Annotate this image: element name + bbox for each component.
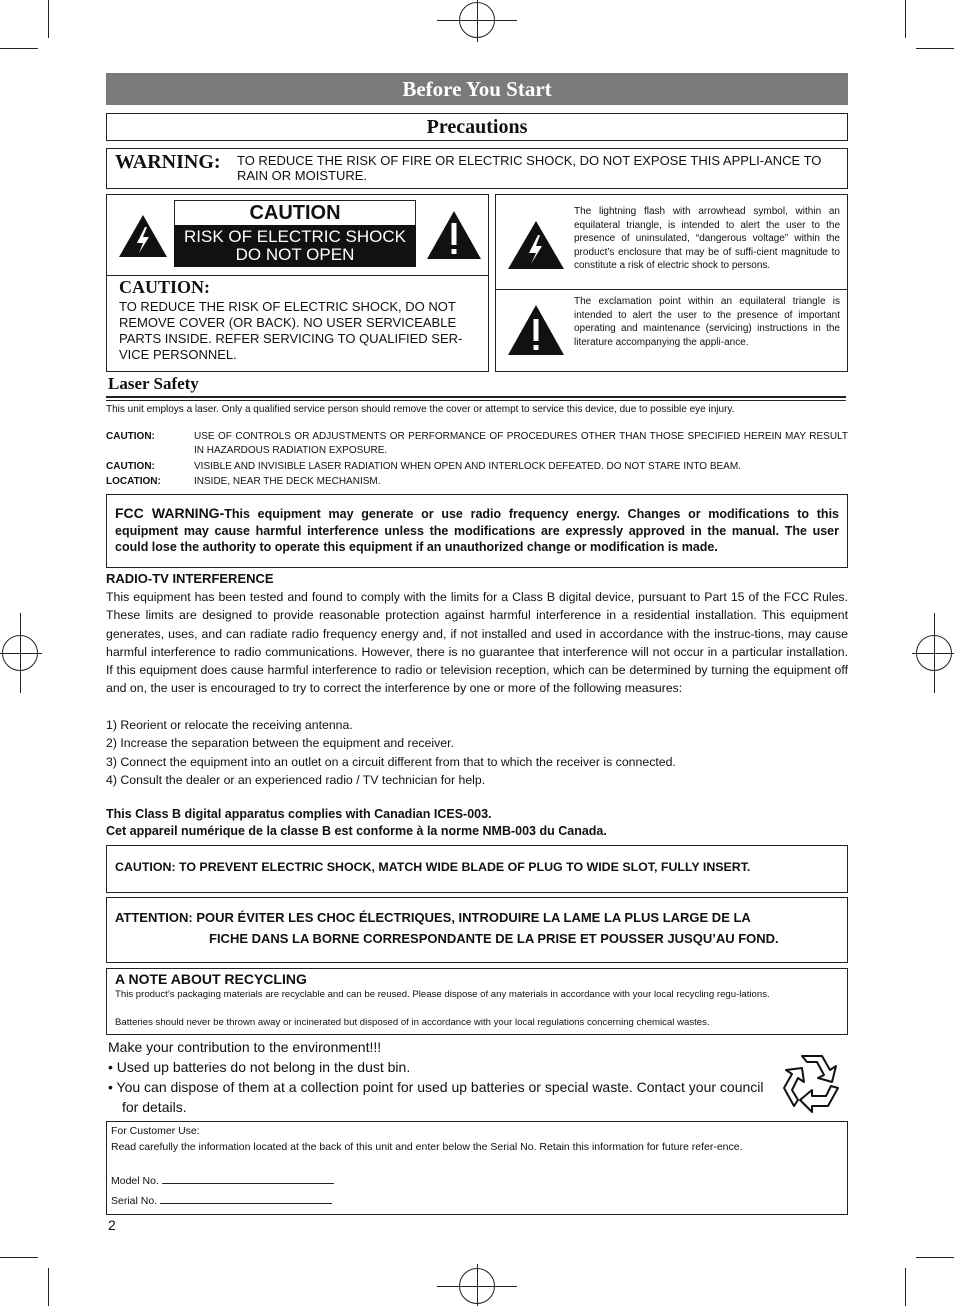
customer-title: For Customer Use: [111,1125,200,1137]
section-banner: Before You Start [106,73,848,105]
laser-caution-row [106,430,848,458]
exclamation-explanation: The exclamation point within an equilateral triangle is intended to alert the user to the presence of important operating and maintenance (servicing) instructions in the literature accompanying the appli-ance. [574,296,840,348]
registration-line [477,0,478,42]
laser-safety-title: Laser Safety [108,374,199,393]
environment-section [108,1037,768,1117]
measures-list [106,716,848,789]
list-item: 4) Consult the dealer or an experienced radio / TV technician for help. [106,772,486,787]
canada-fr: Cet appareil numérique de la classe B est conforme à la norme NMB-003 du Canada. [106,824,607,838]
canada-compliance [106,806,848,840]
recycling-text: Batteries should never be thrown away or incinerated but disposed of in accordance with your local regulations concerning chemical wastes. [115,1017,710,1028]
registration-line [0,653,42,654]
recycling-text: This product’s packaging materials are recyclable and can be reused. Please dispose of any materials in accordance with your local recycling regu-lations. [115,989,770,1000]
caution-body: TO REDUCE THE RISK OF ELECTRIC SHOCK, DO NOT REMOVE COVER (OR BACK). NO USER SERVICEABLE PARTS INSIDE. REFER SERVICING TO QUALIFIED SER-VICE PERSONNEL. [119,299,463,362]
customer-use-box [106,1121,848,1215]
crop-mark [48,0,49,38]
row-value: USE OF CONTROLS OR ADJUSTMENTS OR PERFORMANCE OF PROCEDURES OTHER THAN THOSE SPECIFIED HEREIN MAY RESULT IN HAZARDOUS RADIATION EXPOSURE. [194,431,848,456]
radio-tv-body: This equipment has been tested and found to comply with the limits for a Class B digital device, pursuant to Part 15 of the FCC Rules. These limits are designed to provide reasonable protection against harmful interference in a residential installation. This equipment generates, uses, and can radiate radio frequency energy and, if not installed and used in accordance with the instruc-tions, may cause harmful interference to radio communications. However, there is no guarantee that interference will not occur in a particular installation. If this equipment does cause harmful interference to radio or television reception, which can be determined by turning the equipment off and on, the user is encouraged to try to correct the interference by one or more of the following measures: [106,590,848,696]
attention-text: ATTENTION: POUR ÉVITER LES CHOC ÉLECTRIQUES, INTRODUIRE LA LAME LA PLUS LARGE DE LA [115,910,751,925]
risk-label [174,225,416,267]
row-value: VISIBLE AND INVISIBLE LASER RADIATION WHEN OPEN AND INTERLOCK DEFEATED. DO NOT STARE INTO BEAM. [194,461,741,472]
laser-caution-row [106,460,848,474]
fcc-warning-text [115,505,839,556]
list-item: 2) Increase the separation between the equipment and receiver. [106,736,454,751]
environment-intro: Make your contribution to the environment!!! [108,1039,382,1055]
row-key: LOCATION: [106,476,161,487]
radio-tv-title: RADIO-TV INTERFERENCE [106,571,274,586]
list-item: 1) Reorient or relocate the receiving antenna. [106,718,353,732]
attention-text: FICHE DANS LA BORNE CORRESPONDANTE DE LA PRISE ET POUSSER JUSQU’AU FOND. [209,931,779,946]
crop-mark [48,1268,49,1306]
warning-label: WARNING: [115,151,221,173]
caution-heading: CAUTION: [119,277,211,297]
fcc-lead: FCC WARNING- [115,505,225,521]
registration-line [477,1264,478,1306]
list-item: 3) Connect the equipment into an outlet on a circuit different from that to which the receiver is connected. [106,754,676,769]
model-number-field[interactable] [111,1174,841,1189]
exclamation-warning-icon [425,209,483,261]
model-label: Model No. [111,1175,159,1187]
customer-text: Read carefully the information located at the back of this unit and enter below the Serial No. Retain this information for future refer-ence. [111,1141,743,1153]
laser-intro: This unit employs a laser. Only a qualified service person should remove the cover or attempt to service this device, due to possible eye injury. [106,404,735,415]
crop-mark [905,1268,906,1306]
divider [496,289,847,290]
lightning-explanation: The lightning flash with arrowhead symbol, within an equilateral triangle, is intended to alert the user to the presence of uninsulated, “dangerous voltage” within the product’s enclosure that may be of suffi-cient magnitude to constitute a risk of electric shock to persons. [574,206,840,271]
serial-line [160,1194,332,1204]
registration-line [934,613,935,693]
crop-mark [916,1257,954,1258]
crop-mark [0,1257,38,1258]
fcc-warning-box [106,494,848,568]
serial-number-field[interactable] [111,1194,841,1209]
divider [107,275,488,276]
recycle-icon [776,1048,848,1114]
plug-caution-box [106,845,848,893]
crop-mark [905,0,906,38]
warning-text: TO REDUCE THE RISK OF FIRE OR ELECTRIC SHOCK, DO NOT EXPOSE THIS APPLI-ANCE TO RAIN OR MOISTURE. [237,153,822,183]
recycling-title: A NOTE ABOUT RECYCLING [115,971,307,987]
model-line [162,1174,334,1184]
plug-caution-text: CAUTION: TO PREVENT ELECTRIC SHOCK, MATCH WIDE BLADE OF PLUG TO WIDE SLOT, FULLY INSERT. [115,860,751,874]
registration-line [20,613,21,693]
serial-label: Serial No. [111,1195,158,1207]
list-item: • Used up batteries do not belong in the dust bin. [108,1059,411,1075]
page-number: 2 [108,1217,116,1233]
symbol-explanations [495,194,848,372]
lightning-warning-icon [506,219,566,271]
attention-box [106,897,848,963]
row-value: INSIDE, NEAR THE DECK MECHANISM. [194,476,381,487]
row-key: CAUTION: [106,431,155,442]
exclamation-warning-icon [506,303,566,357]
divider [106,396,846,398]
risk-line: RISK OF ELECTRIC SHOCK [184,227,406,246]
caution-panel [106,194,489,372]
registration-line [912,653,954,654]
divider [106,400,846,401]
canada-en: This Class B digital apparatus complies with Canadian ICES-003. [106,807,492,821]
page-title: Precautions [106,113,848,141]
warning-box [106,148,848,189]
crop-mark [916,48,954,49]
recycling-box [106,968,848,1035]
crop-mark [0,48,38,49]
lightning-warning-icon [117,213,169,259]
caution-label: CAUTION [174,200,416,226]
row-key: CAUTION: [106,461,155,472]
risk-line: DO NOT OPEN [235,245,355,264]
laser-location-row [106,475,848,489]
fcc-body: This equipment may generate or use radio frequency energy. Changes or modifications to this equipment may cause harmful interference unless the modifications are expressly approved in the manual. The user could lose the authority to operate this equipment if an unauthorized change or modification is made. [115,507,839,554]
list-item: • You can dispose of them at a collection point for used up batteries or special waste. Contact your council for details. [108,1079,764,1115]
